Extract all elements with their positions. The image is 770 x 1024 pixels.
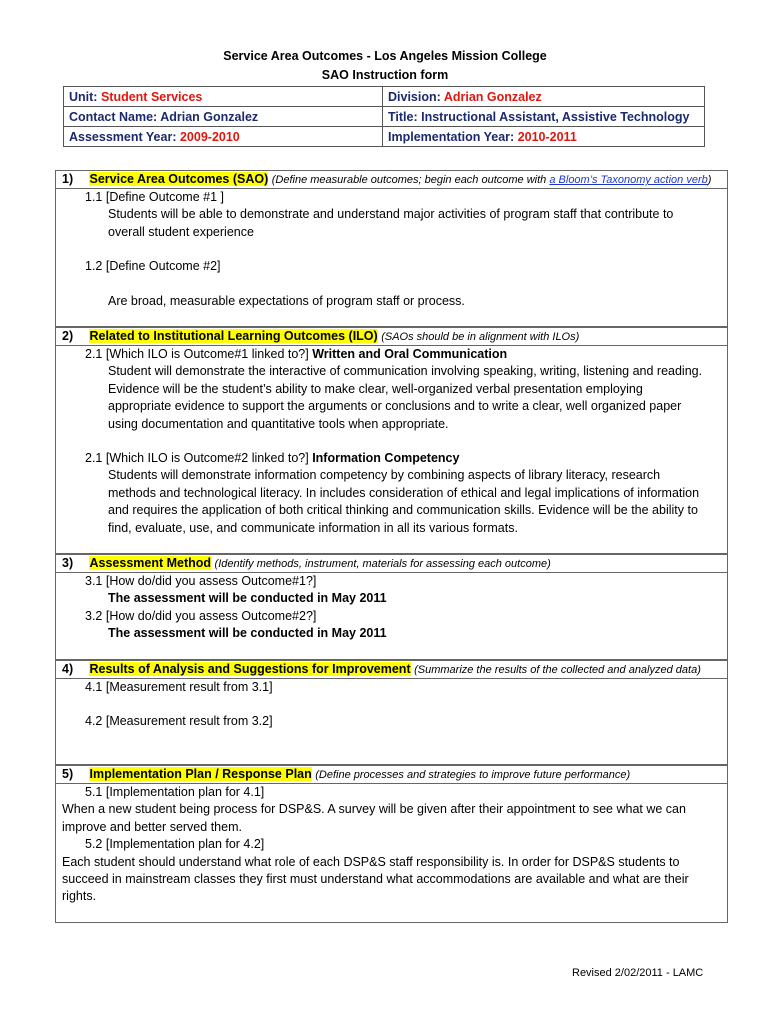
ilo-2-line: and requires the application of both critical thinking and communication skills. Evidence will be the ability to (108, 503, 698, 518)
section-header (56, 171, 727, 189)
section-heading: Results of Analysis and Suggestions for Improvement (89, 662, 411, 676)
ilo-1-line: appropriate evidence to support the arguments or conclusions and to write a clear, well organized paper (108, 399, 682, 414)
division-label: Division: (388, 89, 441, 104)
plan-1-label: 5.1 [Implementation plan for 4.1] (85, 785, 265, 799)
form-subtitle: SAO Instruction form (321, 68, 449, 82)
plan-2-line: rights. (62, 889, 97, 904)
assessment-year-value: 2009-2010 (179, 129, 240, 144)
section-heading: Service Area Outcomes (SAO) (89, 172, 269, 186)
section-number: 2) (62, 329, 74, 343)
plan-2-line: Each student should understand what role of each DSP&S staff responsibility is. In order for DSP&S students to (62, 854, 680, 869)
ilo-1-line: Evidence will be the student’s ability to make clear, well-organized verbal presentation employing (108, 381, 643, 396)
section-heading: Implementation Plan / Response Plan (89, 767, 312, 781)
unit-cell (64, 87, 383, 107)
outcome-2-label: 1.2 [Define Outcome #2] (85, 259, 221, 274)
plan-2-line: succeed in mainstream classes they first must understand what accommodations are available and what are their (62, 872, 689, 887)
title-value: Instructional Assistant, Assistive Technology (421, 109, 690, 124)
section-number: 1) (62, 172, 74, 186)
outcome-1-text: Students will be able to demonstrate and understand major activities of program staff that contribute to (108, 207, 674, 222)
division-cell (383, 87, 705, 107)
blooms-taxonomy-link[interactable]: a Bloom’s Taxonomy action verb (549, 174, 708, 186)
assessment-1-text: The assessment will be conducted in May 2011 (108, 591, 387, 606)
section-header (56, 555, 727, 573)
contact-label: Contact Name: (69, 109, 158, 124)
section-header (56, 328, 727, 346)
info-table (63, 86, 705, 147)
section-ilo (55, 327, 728, 554)
ilo-2-line: methods and technological literacy. In includes consideration of ethical and legal implications of information (108, 485, 700, 500)
ilo-2-name: Information Competency (312, 451, 460, 466)
section-note: (Define measurable outcomes; begin each outcome with a Bloom’s Taxonomy action verb) (271, 174, 712, 186)
title-cell (383, 107, 705, 127)
section-body (56, 189, 727, 310)
section-note: (Summarize the results of the collected and analyzed data) (414, 664, 701, 676)
ilo-2-line: Students will demonstrate information competency by combining aspects of library literacy, research (108, 468, 661, 483)
implementation-year-value: 2010-2011 (517, 129, 577, 144)
assessment-2-text: The assessment will be conducted in May 2011 (108, 626, 387, 641)
section-number: 4) (62, 662, 74, 676)
document-title: Service Area Outcomes - Los Angeles Mission College (223, 49, 547, 63)
section-header (56, 661, 727, 679)
section-body (56, 573, 727, 643)
outcome-1-text-cont: overall student experience (108, 224, 254, 239)
section-assessment-method (55, 554, 728, 660)
section-body (56, 346, 727, 537)
assessment-1-label: 3.1 [How do/did you assess Outcome#1?] (85, 574, 317, 588)
result-2-label: 4.2 [Measurement result from 3.2] (85, 714, 273, 729)
section-note: (Identify methods, instrument, materials for assessing each outcome) (214, 558, 551, 570)
unit-value: Student Services (100, 89, 203, 104)
outcome-2-text: Are broad, measurable expectations of program staff or process. (108, 293, 465, 308)
assessment-2-label: 3.2 [How do/did you assess Outcome#2?] (85, 608, 317, 623)
ilo-1-line: Student will demonstrate the interactive of communication involving speaking, writing, listening and reading. (108, 364, 703, 379)
implementation-year-cell (383, 127, 705, 147)
unit-label: Unit: (69, 89, 98, 104)
outcome-1-label: 1.1 [Define Outcome #1 ] (85, 190, 224, 204)
ilo-1-label: 2.1 [Which ILO is Outcome#1 linked to?] Written and Oral Communication (85, 347, 508, 361)
assessment-year-label: Assessment Year: (69, 129, 177, 144)
ilo-2-line: find, evaluate, use, and communicate information in all its various formats. (108, 520, 518, 535)
result-1-label: 4.1 [Measurement result from 3.1] (85, 680, 273, 694)
section-heading: Related to Institutional Learning Outcomes (ILO) (89, 329, 378, 343)
ilo-1-line: using documentation and quantitative tools when appropriate. (108, 416, 449, 431)
division-value: Adrian Gonzalez (443, 89, 542, 104)
section-note: (SAOs should be in alignment with ILOs) (381, 331, 580, 343)
assessment-year-cell (64, 127, 383, 147)
section-note: (Define processes and strategies to improve future performance) (315, 769, 631, 781)
section-results (55, 660, 728, 765)
revision-footer: Revised 2/02/2011 - LAMC (572, 967, 704, 979)
implementation-year-label: Implementation Year: (388, 129, 515, 144)
section-number: 5) (62, 767, 74, 781)
section-number: 3) (62, 556, 74, 570)
section-sao (55, 170, 728, 327)
section-heading: Assessment Method (89, 556, 212, 570)
section-body (56, 679, 727, 731)
section-header (56, 766, 727, 784)
ilo-2-label: 2.1 [Which ILO is Outcome#2 linked to?] Information Competency (85, 451, 460, 466)
plan-2-label: 5.2 [Implementation plan for 4.2] (85, 837, 265, 852)
plan-1-line: improve and better served them. (62, 819, 242, 834)
section-implementation (55, 765, 728, 923)
section-body (56, 784, 727, 906)
plan-1-line: When a new student being process for DSP&S. A survey will be given after their appointment to see what we can (62, 802, 686, 817)
contact-value: Adrian Gonzalez (160, 109, 259, 124)
title-label: Title: (388, 109, 418, 124)
ilo-1-name: Written and Oral Communication (312, 347, 508, 361)
contact-cell (64, 107, 383, 127)
